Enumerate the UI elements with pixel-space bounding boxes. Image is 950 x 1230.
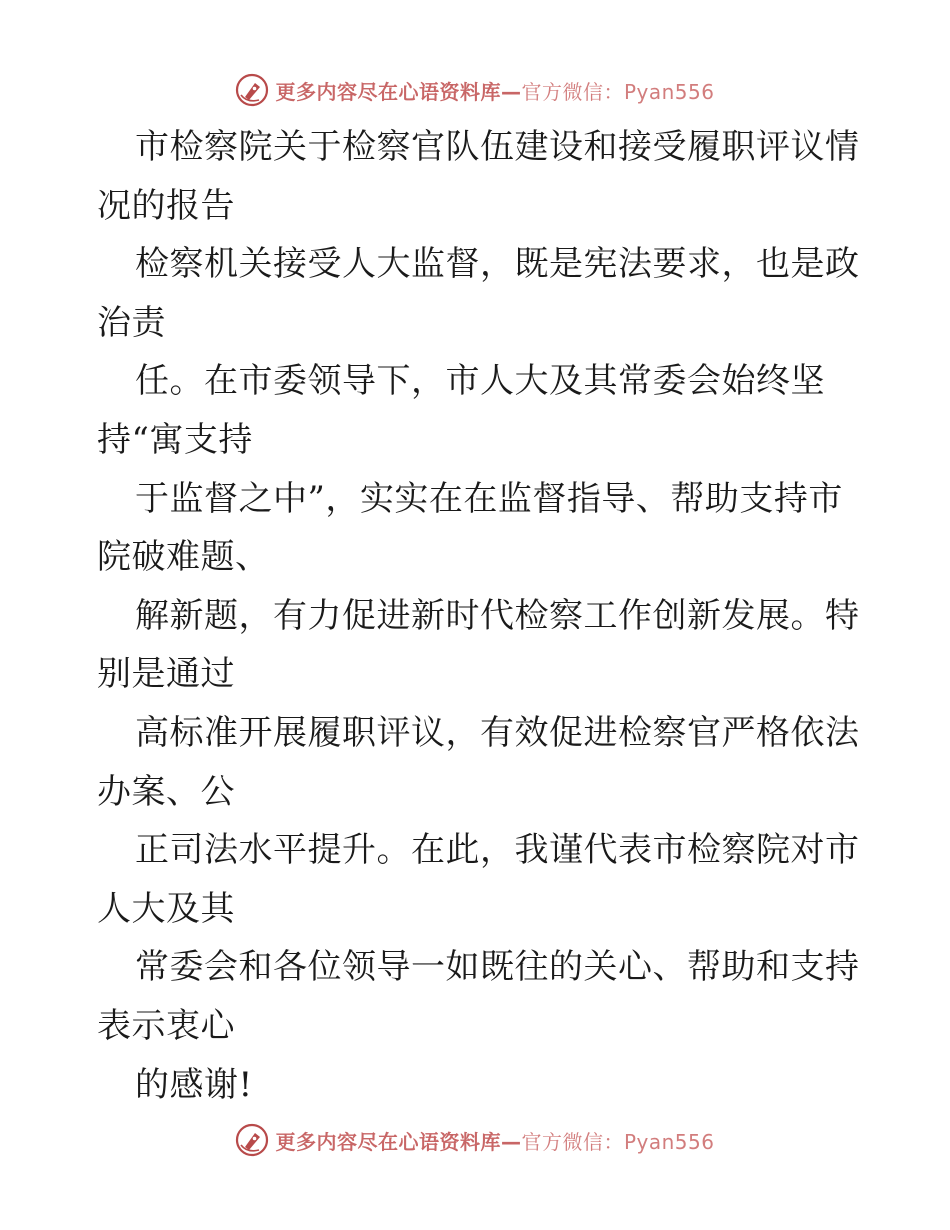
pen-nib-circle-icon [235,1123,269,1157]
header-watermark-banner [0,70,950,110]
text-line: 检察机关接受人大监督，既是宪法要求，也是政 [135,244,860,285]
text-line: 正司法水平提升。在此，我谨代表市检察院对市 [135,830,860,871]
footer-watermark-banner [0,1120,950,1160]
watermark-main-text: 更多内容尽在心语资料库— [275,79,522,104]
document-body [97,118,867,1114]
text-line: 任。在市委领导下，市人大及其常委会始终坚 [135,361,825,402]
watermark-wechat-text: 官方微信：Pyan556 [521,79,715,104]
watermark-text [275,76,714,105]
text-line: 况的报告 [97,185,235,226]
text-line: 表示衷心 [97,1005,235,1046]
watermark-text [275,1126,714,1155]
text-line: 院破难题、 [97,537,270,578]
watermark-main-text: 更多内容尽在心语资料库— [275,1129,522,1154]
text-line: 持“寓支持 [97,419,253,460]
text-line: 市检察院关于检察官队伍建设和接受履职评议情 [135,127,860,167]
text-line: 人大及其 [97,888,235,929]
text-line: 于监督之中”，实实在在监督指导、帮助支持市 [135,478,843,519]
text-line: 别是通过 [97,654,235,695]
watermark-wechat-text: 官方微信：Pyan556 [521,1129,715,1154]
pen-nib-circle-icon [235,73,269,107]
text-line: 常委会和各位领导一如既往的关心、帮助和支持 [135,947,860,988]
text-line: 解新题，有力促进新时代检察工作创新发展。特 [135,595,860,636]
text-line: 治责 [97,302,166,343]
text-line: 高标准开展履职评议，有效促进检察官严格依法 [135,712,860,753]
text-line: 办案、公 [97,771,235,812]
text-line: 的感谢! [135,1064,253,1105]
